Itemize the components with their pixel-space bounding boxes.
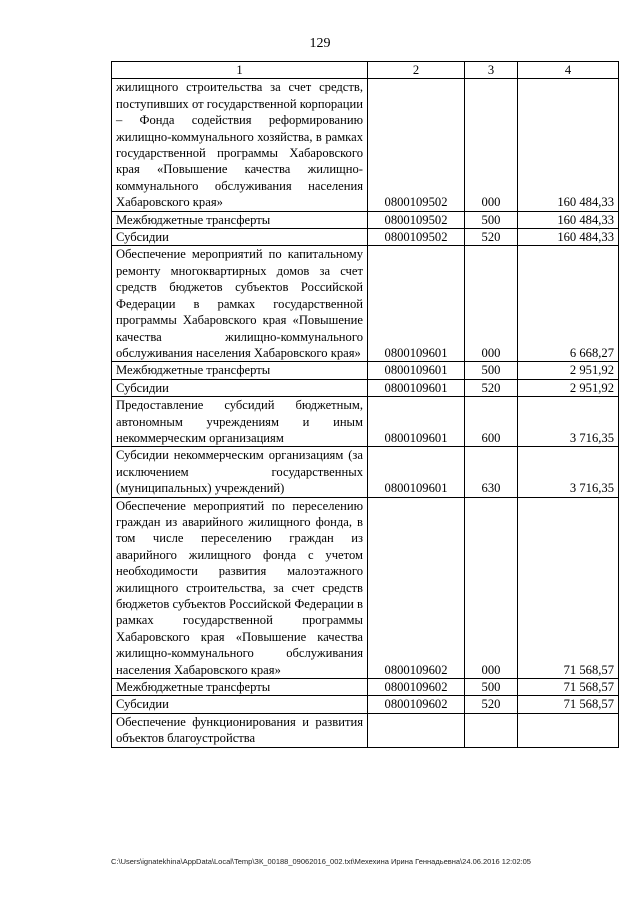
header-row: [112, 62, 619, 79]
row-vr: 000: [465, 497, 518, 678]
row-code: 0800109601: [368, 447, 465, 497]
row-vr: 520: [465, 229, 518, 246]
table-row: [112, 362, 619, 379]
row-amount: 2 951,92: [518, 362, 619, 379]
table-row: [112, 211, 619, 228]
table-row: [112, 696, 619, 713]
row-code: 0800109502: [368, 79, 465, 211]
table-row: [112, 397, 619, 447]
row-amount: 2 951,92: [518, 379, 619, 396]
table-row: [112, 497, 619, 678]
row-code: 0800109502: [368, 211, 465, 228]
row-name: Обеспечение мероприятий по переселению граждан из аварийного жилищного фонда, в том числе переселению граждан из аварийного жилищного фонда с учетом необходимости развития малоэтажного жилищного строительства, за счет средств бюджетов субъектов Российской Федерации в рамках государственной программы Хабаровского края «Повышение качества жилищно-коммунального обслуживания населения Хабаровского края»: [112, 497, 368, 678]
table-row: [112, 79, 619, 211]
row-vr: 000: [465, 246, 518, 362]
row-vr: 500: [465, 211, 518, 228]
header-col-1: 1: [112, 62, 368, 79]
row-name: Субсидии некоммерческим организациям (за исключением государственных (муниципальных) учреждений): [112, 447, 368, 497]
row-name: Субсидии: [112, 379, 368, 396]
row-amount: 3 716,35: [518, 447, 619, 497]
row-name: Предоставление субсидий бюджетным, автономным учреждениям и иным некоммерческим организациям: [112, 397, 368, 447]
table-row: [112, 447, 619, 497]
row-code: [368, 713, 465, 747]
table-row: [112, 679, 619, 696]
row-amount: 3 716,35: [518, 397, 619, 447]
row-name: жилищного строительства за счет средств, поступивших от государственной корпорации – Фонда содействия реформированию жилищно-коммунального хозяйства, в рамках государственной программы Хабаровского края «Повышение качества жилищно-коммунального обслуживания населения Хабаровского края»: [112, 79, 368, 211]
row-code: 0800109602: [368, 696, 465, 713]
budget-table: [111, 61, 619, 748]
row-name: Субсидии: [112, 229, 368, 246]
row-amount: 160 484,33: [518, 229, 619, 246]
header-col-4: 4: [518, 62, 619, 79]
row-vr: 500: [465, 362, 518, 379]
row-code: 0800109601: [368, 246, 465, 362]
row-code: 0800109601: [368, 379, 465, 396]
row-amount: 71 568,57: [518, 497, 619, 678]
row-name: Субсидии: [112, 696, 368, 713]
row-code: 0800109602: [368, 679, 465, 696]
row-vr: 000: [465, 79, 518, 211]
row-vr: 520: [465, 379, 518, 396]
row-vr: 520: [465, 696, 518, 713]
row-name: Обеспечение мероприятий по капитальному ремонту многоквартирных домов за счет средств бюджетов субъектов Российской Федерации в рамках государственной программы Хабаровского края «Повышение качества жилищно-коммунального обслуживания населения Хабаровского края»: [112, 246, 368, 362]
row-vr: 600: [465, 397, 518, 447]
table-row: [112, 246, 619, 362]
header-col-2: 2: [368, 62, 465, 79]
row-code: 0800109601: [368, 397, 465, 447]
row-amount: 71 568,57: [518, 696, 619, 713]
row-amount: 160 484,33: [518, 211, 619, 228]
row-amount: [518, 713, 619, 747]
table-row: [112, 229, 619, 246]
row-code: 0800109602: [368, 497, 465, 678]
row-name: Межбюджетные трансферты: [112, 362, 368, 379]
header-col-3: 3: [465, 62, 518, 79]
row-amount: 160 484,33: [518, 79, 619, 211]
row-code: 0800109601: [368, 362, 465, 379]
page-number: 129: [309, 36, 331, 51]
row-name: Межбюджетные трансферты: [112, 211, 368, 228]
row-amount: 71 568,57: [518, 679, 619, 696]
row-vr: 500: [465, 679, 518, 696]
row-vr: 630: [465, 447, 518, 497]
row-amount: 6 668,27: [518, 246, 619, 362]
file-path-footer: C:\Users\ignatekhina\AppData\Local\Temp\ЗК_00188_09062016_002.txt\Мехехина Ирина Геннадьевна\24.06.2016 12:02:05: [111, 857, 531, 866]
table-row: [112, 713, 619, 747]
table-row: [112, 379, 619, 396]
row-vr: [465, 713, 518, 747]
row-name: Межбюджетные трансферты: [112, 679, 368, 696]
row-name: Обеспечение функционирования и развития объектов благоустройства: [112, 713, 368, 747]
row-code: 0800109502: [368, 229, 465, 246]
